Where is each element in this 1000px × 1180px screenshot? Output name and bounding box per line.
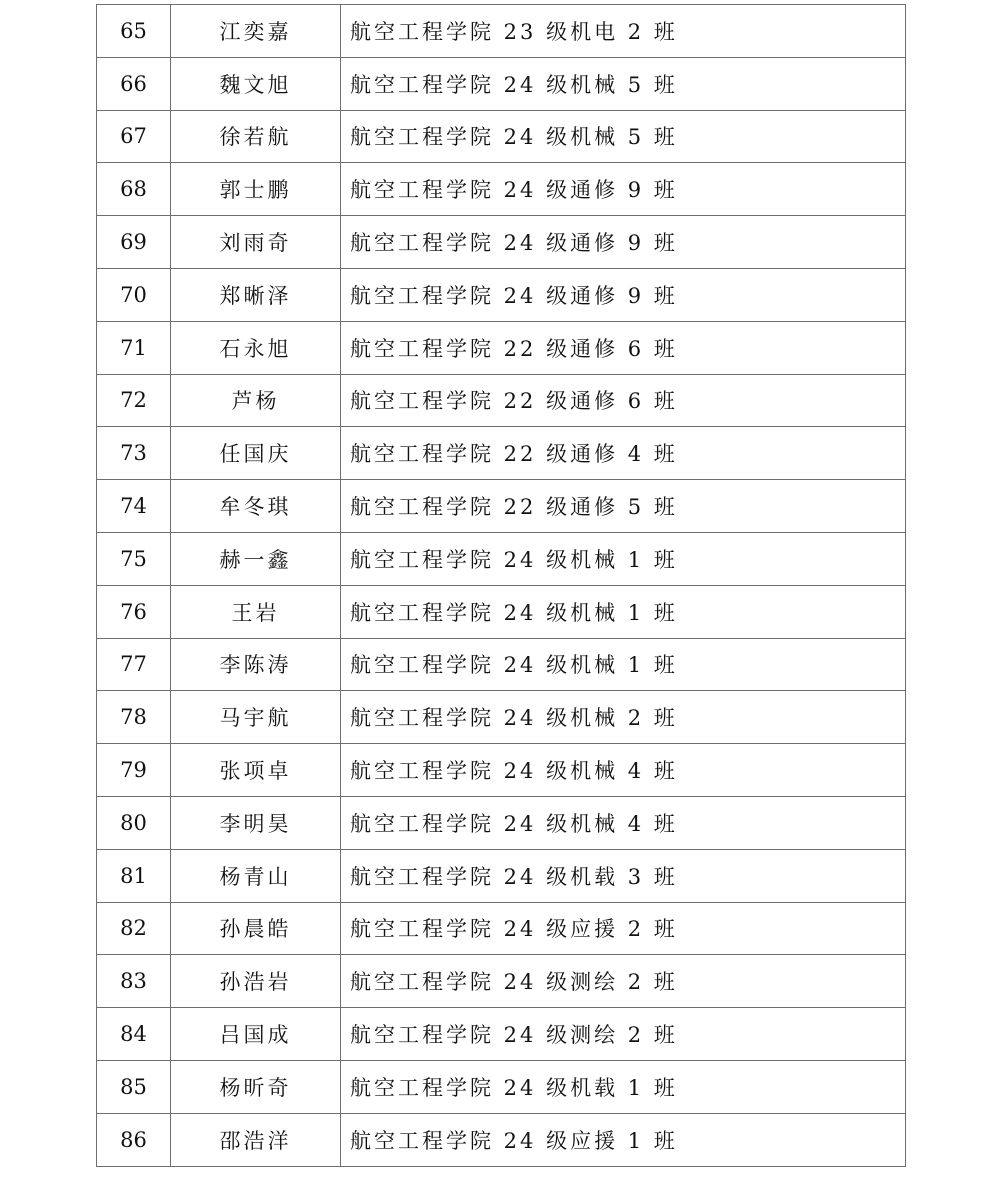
student-name-cell: 牟冬琪	[171, 480, 341, 533]
student-name-cell: 刘雨奇	[171, 216, 341, 269]
student-name-cell: 杨昕奇	[171, 1060, 341, 1113]
student-name-cell: 魏文旭	[171, 57, 341, 110]
class-cell: 航空工程学院 22 级通修 5 班	[341, 480, 906, 533]
table-row	[97, 268, 906, 321]
class-cell: 航空工程学院 24 级测绘 2 班	[341, 1008, 906, 1061]
student-name-cell: 李明昊	[171, 796, 341, 849]
student-name-cell: 任国庆	[171, 427, 341, 480]
table-row	[97, 902, 906, 955]
class-cell: 航空工程学院 24 级测绘 2 班	[341, 955, 906, 1008]
table-row	[97, 849, 906, 902]
row-number-cell: 74	[97, 480, 171, 533]
table-row	[97, 691, 906, 744]
student-name-cell: 徐若航	[171, 110, 341, 163]
class-cell: 航空工程学院 24 级机械 1 班	[341, 638, 906, 691]
roster-table	[96, 4, 906, 1167]
table-row	[97, 796, 906, 849]
row-number-cell: 65	[97, 5, 171, 58]
row-number-cell: 66	[97, 57, 171, 110]
table-row	[97, 638, 906, 691]
class-cell: 航空工程学院 22 级通修 6 班	[341, 321, 906, 374]
class-cell: 航空工程学院 24 级机械 4 班	[341, 744, 906, 797]
class-cell: 航空工程学院 24 级机载 3 班	[341, 849, 906, 902]
class-cell: 航空工程学院 24 级机械 4 班	[341, 796, 906, 849]
table-row	[97, 374, 906, 427]
row-number-cell: 75	[97, 532, 171, 585]
row-number-cell: 70	[97, 268, 171, 321]
class-cell: 航空工程学院 24 级机械 5 班	[341, 110, 906, 163]
roster-table-body	[97, 5, 906, 1167]
table-row	[97, 321, 906, 374]
table-row	[97, 110, 906, 163]
student-name-cell: 孙浩岩	[171, 955, 341, 1008]
row-number-cell: 77	[97, 638, 171, 691]
table-row	[97, 955, 906, 1008]
row-number-cell: 80	[97, 796, 171, 849]
class-cell: 航空工程学院 22 级通修 6 班	[341, 374, 906, 427]
table-row	[97, 1008, 906, 1061]
student-name-cell: 王岩	[171, 585, 341, 638]
table-row	[97, 585, 906, 638]
student-name-cell: 石永旭	[171, 321, 341, 374]
class-cell: 航空工程学院 24 级机械 1 班	[341, 585, 906, 638]
student-name-cell: 马宇航	[171, 691, 341, 744]
row-number-cell: 86	[97, 1113, 171, 1166]
student-name-cell: 江奕嘉	[171, 5, 341, 58]
class-cell: 航空工程学院 24 级机械 1 班	[341, 532, 906, 585]
table-row	[97, 480, 906, 533]
table-row	[97, 1113, 906, 1166]
row-number-cell: 73	[97, 427, 171, 480]
table-row	[97, 5, 906, 58]
student-name-cell: 芦杨	[171, 374, 341, 427]
row-number-cell: 85	[97, 1060, 171, 1113]
student-name-cell: 孙晨皓	[171, 902, 341, 955]
student-name-cell: 李陈涛	[171, 638, 341, 691]
table-row	[97, 744, 906, 797]
row-number-cell: 71	[97, 321, 171, 374]
student-name-cell: 郭士鹏	[171, 163, 341, 216]
student-name-cell: 郑晰泽	[171, 268, 341, 321]
row-number-cell: 76	[97, 585, 171, 638]
class-cell: 航空工程学院 22 级通修 4 班	[341, 427, 906, 480]
student-name-cell: 张项卓	[171, 744, 341, 797]
row-number-cell: 67	[97, 110, 171, 163]
table-row	[97, 1060, 906, 1113]
class-cell: 航空工程学院 24 级机械 2 班	[341, 691, 906, 744]
class-cell: 航空工程学院 24 级通修 9 班	[341, 163, 906, 216]
row-number-cell: 81	[97, 849, 171, 902]
table-row	[97, 216, 906, 269]
class-cell: 航空工程学院 24 级应援 1 班	[341, 1113, 906, 1166]
row-number-cell: 79	[97, 744, 171, 797]
row-number-cell: 78	[97, 691, 171, 744]
class-cell: 航空工程学院 24 级应援 2 班	[341, 902, 906, 955]
student-name-cell: 杨青山	[171, 849, 341, 902]
table-row	[97, 427, 906, 480]
student-name-cell: 邵浩洋	[171, 1113, 341, 1166]
class-cell: 航空工程学院 23 级机电 2 班	[341, 5, 906, 58]
class-cell: 航空工程学院 24 级机械 5 班	[341, 57, 906, 110]
class-cell: 航空工程学院 24 级通修 9 班	[341, 268, 906, 321]
table-row	[97, 57, 906, 110]
row-number-cell: 72	[97, 374, 171, 427]
row-number-cell: 82	[97, 902, 171, 955]
class-cell: 航空工程学院 24 级机载 1 班	[341, 1060, 906, 1113]
table-row	[97, 532, 906, 585]
row-number-cell: 69	[97, 216, 171, 269]
table-row	[97, 163, 906, 216]
row-number-cell: 83	[97, 955, 171, 1008]
row-number-cell: 68	[97, 163, 171, 216]
student-name-cell: 吕国成	[171, 1008, 341, 1061]
class-cell: 航空工程学院 24 级通修 9 班	[341, 216, 906, 269]
student-name-cell: 赫一鑫	[171, 532, 341, 585]
row-number-cell: 84	[97, 1008, 171, 1061]
